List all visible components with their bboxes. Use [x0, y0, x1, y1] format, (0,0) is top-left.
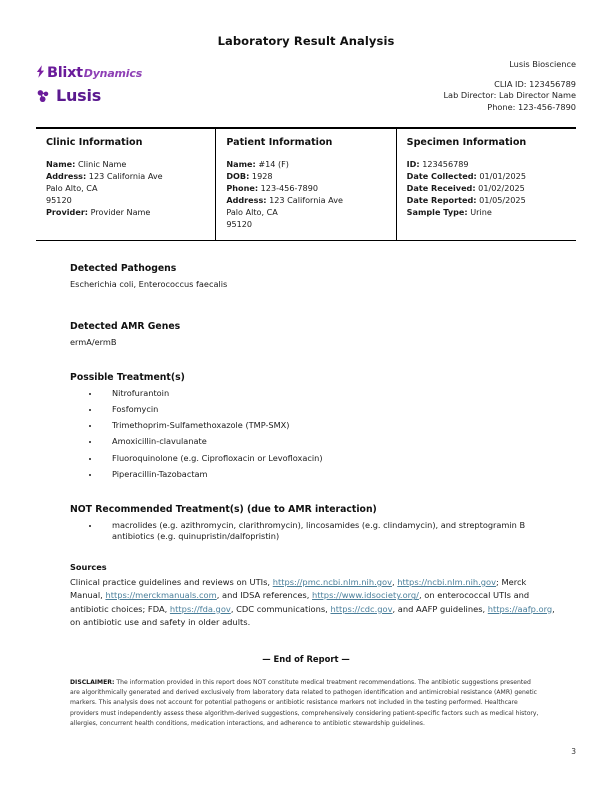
clinic-name-value: Clinic Name — [77, 159, 127, 170]
clinic-name-label: Name: — [46, 159, 76, 170]
source-link-cdc[interactable]: https://cdc.gov — [330, 603, 393, 614]
report-header — [36, 54, 576, 114]
sources-text-3: ; Merck Manual, — [70, 576, 527, 601]
sources-text-8: , on antibiotic use and safety in older adults. — [70, 603, 555, 628]
not-recommended-list — [70, 520, 556, 542]
clinic-information-panel — [36, 129, 215, 240]
sources-text — [70, 576, 556, 630]
sources-text-1: Clinical practice guidelines and reviews on UTIs, — [70, 576, 273, 587]
specimen-reported-label: Date Reported: — [406, 194, 477, 205]
patient-name-value: #14 (F) — [258, 159, 289, 170]
end-of-report-marker: — End of Report — — [262, 653, 350, 664]
list-item: • Trimethoprim-Sulfamethoxazole (TMP-SMX) — [100, 420, 556, 431]
patient-name-label: Name: — [226, 159, 256, 170]
specimen-received-row — [407, 183, 566, 195]
specimen-collected-row — [407, 171, 566, 183]
disclaimer-block — [36, 678, 576, 730]
clinic-provider-label: Provider: — [46, 206, 89, 217]
results-sections — [36, 263, 576, 629]
specimen-received-value: 01/02/2025 — [478, 183, 525, 194]
clinic-name-row — [46, 159, 205, 171]
source-link-fda[interactable]: https://fda.gov — [169, 603, 231, 614]
patient-address-label: Address: — [226, 194, 267, 205]
patient-address-line3: 95120 — [226, 218, 253, 229]
clinic-address-value: 123 California Ave — [88, 171, 163, 182]
list-item: • Fluoroquinolone (e.g. Ciprofloxacin or Levofloxacin) — [100, 453, 556, 464]
patient-information-heading: Patient Information — [226, 137, 333, 149]
patient-phone-value: 123-456-7890 — [260, 183, 318, 194]
specimen-received-label: Date Received: — [406, 183, 476, 194]
source-link-merckmanuals[interactable]: https://merckmanuals.com — [105, 590, 217, 601]
detected-pathogens-value: Escherichia coli, Enterococcus faecalis — [70, 279, 228, 290]
source-link-aafp[interactable]: https://aafp.org — [487, 603, 553, 614]
specimen-id-value: 123456789 — [422, 159, 469, 170]
patient-phone-row — [226, 183, 385, 195]
detected-amr-genes-heading: Detected AMR Genes — [70, 320, 181, 332]
disclaimer-label: DISCLAIMER: — [70, 678, 115, 686]
clinic-provider-value: Provider Name — [90, 206, 151, 217]
patient-address-line2: Palo Alto, CA — [226, 206, 278, 217]
patient-information-panel — [215, 129, 395, 240]
information-table — [36, 127, 576, 241]
clinic-address-line2: Palo Alto, CA — [46, 183, 98, 194]
source-link-idsociety[interactable]: https://www.idsociety.org/ — [312, 590, 419, 601]
list-item: • Nitrofurantoin — [100, 388, 556, 399]
not-recommended-heading: NOT Recommended Treatment(s) (due to AMR interaction) — [70, 503, 377, 515]
clinic-provider-row — [46, 207, 205, 219]
lab-clia-id: CLIA ID: 123456789 — [494, 78, 576, 89]
patient-dob-label: DOB: — [226, 171, 250, 182]
brand-logos — [36, 54, 142, 105]
detected-amr-genes-value: ermA/ermB — [70, 336, 117, 347]
sources-text-2: , — [392, 576, 398, 587]
lab-organization: Lusis Bioscience — [509, 59, 576, 69]
source-link-pmc-ncbi[interactable]: https://pmc.ncbi.nlm.nih.gov — [272, 576, 392, 587]
specimen-collected-label: Date Collected: — [406, 171, 477, 182]
patient-address-value: 123 California Ave — [269, 194, 343, 205]
clinic-address-line3: 95120 — [46, 194, 72, 205]
disclaimer-text: The information provided in this report does NOT constitute medical treatment recommendations. The antibiotic suggestions presented are algorithmically generated and derived exclusively from laboratory data related to pathogen identification and antimicrobial resistance (AMR) genetic markers. This analysis does not account for potential pathogens or antibiotic resistance markers not included in the testing performed. Healthcare providers must independently assess these algorithm-derived suggestions, comprehensively considering patient-specific factors such as medical history, allergies, concurrent health conditions, medication interactions, and adherence to antibiotic stewardship guidelines. — [70, 678, 539, 728]
patient-dob-row — [226, 171, 385, 183]
blixt-dynamics-logo — [36, 62, 142, 81]
clinic-address-label: Address: — [46, 171, 87, 182]
lab-metadata — [443, 54, 576, 114]
patient-dob-value: 1928 — [251, 171, 273, 182]
specimen-id-label: ID: — [406, 159, 420, 170]
sources-text-7: , and AAFP guidelines, — [392, 603, 488, 614]
specimen-sample-type-row — [407, 207, 566, 219]
page-number: 3 — [571, 747, 576, 756]
clinic-information-heading: Clinic Information — [46, 137, 143, 149]
sources-text-6: , CDC communications, — [230, 603, 331, 614]
detected-pathogens-heading: Detected Pathogens — [70, 263, 177, 275]
specimen-id-row — [407, 159, 566, 171]
specimen-collected-value: 01/01/2025 — [479, 171, 526, 182]
patient-address-row — [226, 195, 385, 207]
lightning-bolt-icon — [36, 63, 45, 76]
patient-phone-label: Phone: — [226, 183, 259, 194]
specimen-reported-value: 01/05/2025 — [479, 194, 526, 205]
list-item: • Amoxicillin-clavulanate — [100, 436, 556, 447]
possible-treatments-heading: Possible Treatment(s) — [70, 372, 185, 384]
dynamics-wordmark: Dynamics — [83, 67, 143, 80]
lusis-wordmark: Lusis — [56, 86, 102, 105]
list-item: • Piperacillin-Tazobactam — [100, 469, 556, 480]
list-item: • macrolides (e.g. azithromycin, clarithromycin), lincosamides (e.g. clindamycin), and streptogramin B antibiotics (e.g. quinupristin/dalfopristin) — [100, 520, 556, 542]
specimen-information-heading: Specimen Information — [406, 137, 527, 149]
lab-phone: Phone: 123-456-7890 — [487, 101, 576, 112]
lusis-logo — [36, 86, 142, 105]
list-item: • Fosfomycin — [100, 404, 556, 415]
specimen-information-panel — [396, 129, 576, 240]
sources-text-4: , and IDSA references, — [216, 590, 313, 601]
possible-treatments-list — [70, 388, 556, 479]
specimen-sample-value: Urine — [470, 206, 492, 217]
clinic-address-row — [46, 171, 205, 183]
specimen-sample-label: Sample Type: — [406, 206, 468, 217]
sources-text-5: , on enterococcal UTIs and antibiotic choices; FDA, — [70, 590, 530, 614]
source-link-ncbi[interactable]: https://ncbi.nlm.nih.gov — [397, 576, 497, 587]
patient-name-row — [226, 159, 385, 171]
sources-heading: Sources — [70, 561, 107, 572]
trefoil-molecule-icon — [36, 89, 50, 103]
lab-director: Lab Director: Lab Director Name — [443, 90, 576, 101]
page-title: Laboratory Result Analysis — [217, 34, 395, 48]
specimen-reported-row — [407, 195, 566, 207]
blixt-wordmark: Blixt — [47, 65, 83, 81]
